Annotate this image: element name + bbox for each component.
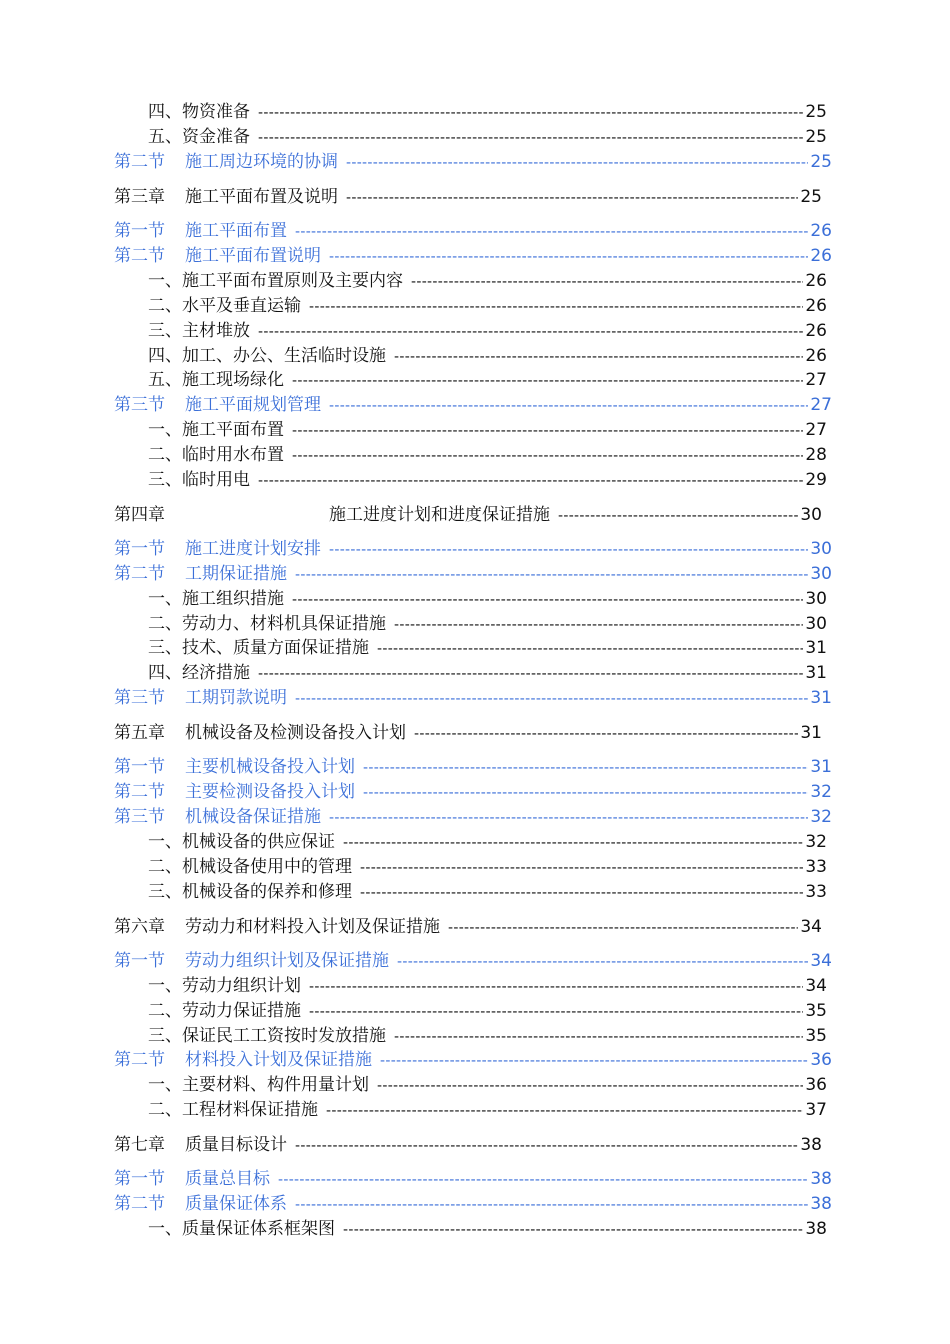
- toc-entry-label: 第三节: [114, 688, 165, 708]
- toc-entry: [148, 856, 827, 879]
- toc-entry-label: 一、施工组织措施: [148, 589, 284, 609]
- dot-leader: [292, 589, 803, 611]
- toc-entry-label: 四、物资准备: [148, 102, 250, 122]
- toc-entry: [148, 444, 827, 467]
- toc-entry-label: 三、临时用电: [148, 470, 250, 490]
- dot-leader: [363, 782, 808, 804]
- toc-entry[interactable]: [114, 563, 832, 586]
- toc-entry-label: 二、工程材料保证措施: [148, 1100, 318, 1120]
- toc-entry[interactable]: [114, 1168, 832, 1191]
- dot-leader: [295, 688, 808, 710]
- toc-entry[interactable]: [114, 687, 832, 710]
- dot-leader: [346, 152, 808, 174]
- toc-entry: [148, 637, 827, 660]
- toc-entry-title: 施工平面布置及说明: [185, 187, 338, 207]
- dot-leader: [258, 127, 803, 149]
- toc-entry-title: 施工进度计划安排: [185, 539, 321, 559]
- toc-entry-title: 劳动力组织计划及保证措施: [185, 951, 389, 971]
- dot-leader: [448, 917, 798, 939]
- toc-entry-page: 30: [810, 564, 832, 584]
- toc-entry-page: 30: [805, 614, 827, 634]
- toc-entry-label: 二、劳动力保证措施: [148, 1001, 301, 1021]
- toc-entry: [148, 1218, 827, 1241]
- toc-entry-page: 26: [810, 221, 832, 241]
- toc-entry-label: 第七章: [114, 1135, 165, 1155]
- toc-entry[interactable]: [114, 1049, 832, 1072]
- toc-entry-page: 38: [800, 1135, 822, 1155]
- toc-entry[interactable]: [114, 806, 832, 829]
- toc-entry-page: 25: [805, 127, 827, 147]
- toc-entry: [148, 1025, 827, 1048]
- toc-entry-title: 劳动力和材料投入计划及保证措施: [185, 917, 440, 937]
- toc-entry: [114, 916, 822, 939]
- toc-entry-page: 35: [805, 1026, 827, 1046]
- dot-leader: [394, 614, 803, 636]
- toc-entry-page: 33: [805, 857, 827, 877]
- toc-entry: [148, 588, 827, 611]
- toc-entry: [148, 270, 827, 293]
- toc-entry-page: 30: [800, 505, 822, 525]
- dot-leader: [360, 882, 803, 904]
- toc-entry-label: 第二节: [114, 152, 165, 172]
- toc-entry-label: 第二节: [114, 564, 165, 584]
- toc-entry-page: 27: [810, 395, 832, 415]
- toc-entry-label: 第三章: [114, 187, 165, 207]
- toc-entry-title: 施工平面规划管理: [185, 395, 321, 415]
- toc-entry: [148, 831, 827, 854]
- toc-entry[interactable]: [114, 220, 832, 243]
- toc-entry-label: 第一节: [114, 1169, 165, 1189]
- toc-entry[interactable]: [114, 1193, 832, 1216]
- dot-leader: [343, 1219, 803, 1241]
- toc-entry-label: 第三节: [114, 807, 165, 827]
- toc-entry-page: 34: [810, 951, 832, 971]
- toc-entry-page: 34: [805, 976, 827, 996]
- toc-entry: [148, 1099, 827, 1122]
- toc-entry-label: 一、劳动力组织计划: [148, 976, 301, 996]
- toc-entry-page: 25: [800, 187, 822, 207]
- toc-entry-title: 施工平面布置: [185, 221, 287, 241]
- dot-leader: [394, 346, 803, 368]
- dot-leader: [329, 246, 808, 268]
- dot-leader: [258, 102, 803, 124]
- toc-entry-title: 施工周边环境的协调: [185, 152, 338, 172]
- dot-leader: [363, 757, 808, 779]
- dot-leader: [295, 221, 808, 243]
- dot-leader: [394, 1026, 803, 1048]
- toc-entry-label: 第一节: [114, 757, 165, 777]
- toc-entry-label: 三、机械设备的保养和修理: [148, 882, 352, 902]
- toc-entry-label: 二、水平及垂直运输: [148, 296, 301, 316]
- toc-entry: [148, 345, 827, 368]
- toc-entry: [148, 662, 827, 685]
- toc-entry: [148, 126, 827, 149]
- toc-entry-page: 26: [805, 346, 827, 366]
- dot-leader: [414, 723, 798, 745]
- toc-entry[interactable]: [114, 151, 832, 174]
- toc-entry-label: 二、劳动力、材料机具保证措施: [148, 614, 386, 634]
- toc-entry[interactable]: [114, 781, 832, 804]
- toc-entry-title: 主要检测设备投入计划: [185, 782, 355, 802]
- toc-entry-title: 机械设备及检测设备投入计划: [185, 723, 406, 743]
- dot-leader: [258, 321, 803, 343]
- toc-entry: [114, 722, 822, 745]
- toc-entry-page: 36: [810, 1050, 832, 1070]
- toc-entry-label: 二、机械设备使用中的管理: [148, 857, 352, 877]
- toc-entry-label: 第一节: [114, 539, 165, 559]
- dot-leader: [295, 564, 808, 586]
- dot-leader: [258, 663, 803, 685]
- toc-entry-label: 一、施工平面布置原则及主要内容: [148, 271, 403, 291]
- toc-entry-label: 一、机械设备的供应保证: [148, 832, 335, 852]
- dot-leader: [309, 976, 803, 998]
- toc-entry: [114, 1134, 822, 1157]
- toc-entry[interactable]: [114, 756, 832, 779]
- toc-entry-title: 工期保证措施: [185, 564, 287, 584]
- toc-entry-title: 施工进度计划和进度保证措施: [329, 505, 550, 525]
- toc-entry[interactable]: [114, 538, 832, 561]
- toc-entry-title: 质量目标设计: [185, 1135, 287, 1155]
- toc-entry: [148, 469, 827, 492]
- dot-leader: [292, 445, 803, 467]
- toc-entry-page: 31: [800, 723, 822, 743]
- toc-entry-label: 三、技术、质量方面保证措施: [148, 638, 369, 658]
- toc-entry: [148, 881, 827, 904]
- toc-entry-label: 一、施工平面布置: [148, 420, 284, 440]
- toc-entry-page: 32: [805, 832, 827, 852]
- toc-entry-page: 29: [805, 470, 827, 490]
- toc-entry-page: 32: [810, 807, 832, 827]
- toc-entry[interactable]: [114, 245, 832, 268]
- dot-leader: [558, 505, 798, 527]
- toc-entry-label: 四、经济措施: [148, 663, 250, 683]
- toc-entry[interactable]: [114, 950, 832, 973]
- toc-entry-page: 26: [810, 246, 832, 266]
- dot-leader: [346, 187, 798, 209]
- dot-leader: [309, 296, 803, 318]
- toc-entry-page: 25: [810, 152, 832, 172]
- dot-leader: [360, 857, 803, 879]
- toc-entry-page: 26: [805, 321, 827, 341]
- toc-entry: [148, 295, 827, 318]
- dot-leader: [326, 1100, 803, 1122]
- toc-entry-page: 31: [805, 663, 827, 683]
- toc-entry-label: 第四章: [114, 505, 165, 525]
- dot-leader: [411, 271, 803, 293]
- toc-entry: [148, 613, 827, 636]
- toc-entry-label: 第一节: [114, 951, 165, 971]
- toc-entry-page: 31: [810, 688, 832, 708]
- dot-leader: [377, 638, 803, 660]
- toc-entry-label: 四、加工、办公、生活临时设施: [148, 346, 386, 366]
- toc-entry-page: 31: [810, 757, 832, 777]
- toc-entry-label: 一、主要材料、构件用量计划: [148, 1075, 369, 1095]
- toc-entry-title: 机械设备保证措施: [185, 807, 321, 827]
- toc-entry-label: 第二节: [114, 246, 165, 266]
- dot-leader: [258, 470, 803, 492]
- toc-entry-title: 质量总目标: [185, 1169, 270, 1189]
- toc-entry-page: 32: [810, 782, 832, 802]
- toc-entry-title: 主要机械设备投入计划: [185, 757, 355, 777]
- toc-entry-label: 第五章: [114, 723, 165, 743]
- toc-entry-page: 31: [805, 638, 827, 658]
- toc-entry-page: 30: [810, 539, 832, 559]
- toc-entry-page: 34: [800, 917, 822, 937]
- dot-leader: [377, 1075, 803, 1097]
- toc-entry-page: 38: [810, 1169, 832, 1189]
- dot-leader: [278, 1169, 808, 1191]
- toc-entry-label: 五、施工现场绿化: [148, 370, 284, 390]
- toc-entry-page: 27: [805, 370, 827, 390]
- toc-entry-page: 38: [810, 1194, 832, 1214]
- toc-entry-label: 第三节: [114, 395, 165, 415]
- toc-entry-title: 材料投入计划及保证措施: [185, 1050, 372, 1070]
- toc-entry: [148, 101, 827, 124]
- dot-leader: [309, 1001, 803, 1023]
- toc-entry-page: 26: [805, 271, 827, 291]
- dot-leader: [329, 539, 808, 561]
- toc-entry-page: 28: [805, 445, 827, 465]
- toc-entry: [148, 369, 827, 392]
- toc-entry-label: 五、资金准备: [148, 127, 250, 147]
- toc-entry-page: 27: [805, 420, 827, 440]
- toc-entry-title: 工期罚款说明: [185, 688, 287, 708]
- toc-entry: [148, 320, 827, 343]
- toc-entry-label: 第二节: [114, 1050, 165, 1070]
- dot-leader: [292, 420, 803, 442]
- toc-entry-page: 33: [805, 882, 827, 902]
- dot-leader: [295, 1135, 798, 1157]
- toc-entry-label: 第二节: [114, 1194, 165, 1214]
- toc-entry-page: 30: [805, 589, 827, 609]
- toc-entry-label: 三、保证民工工资按时发放措施: [148, 1026, 386, 1046]
- toc-entry-label: 第一节: [114, 221, 165, 241]
- toc-entry-title: 施工平面布置说明: [185, 246, 321, 266]
- toc-entry-label: 一、质量保证体系框架图: [148, 1219, 335, 1239]
- toc-entry-label: 第二节: [114, 782, 165, 802]
- toc-entry: [148, 1000, 827, 1023]
- dot-leader: [397, 951, 808, 973]
- toc-entry-page: 37: [805, 1100, 827, 1120]
- toc-entry: [148, 419, 827, 442]
- dot-leader: [329, 807, 808, 829]
- toc-entry-page: 35: [805, 1001, 827, 1021]
- toc-entry-page: 26: [805, 296, 827, 316]
- dot-leader: [292, 370, 803, 392]
- dot-leader: [343, 832, 803, 854]
- toc-entry: [114, 504, 822, 527]
- toc-entry-page: 36: [805, 1075, 827, 1095]
- dot-leader: [329, 395, 808, 417]
- toc-entry[interactable]: [114, 394, 832, 417]
- toc-entry-label: 第六章: [114, 917, 165, 937]
- toc-entry-label: 二、临时用水布置: [148, 445, 284, 465]
- toc-entry-label: 三、主材堆放: [148, 321, 250, 341]
- toc-entry: [114, 186, 822, 209]
- dot-leader: [380, 1050, 808, 1072]
- dot-leader: [295, 1194, 808, 1216]
- toc-entry-page: 25: [805, 102, 827, 122]
- toc-entry-title: 质量保证体系: [185, 1194, 287, 1214]
- toc-entry: [148, 1074, 827, 1097]
- toc-entry: [148, 975, 827, 998]
- toc-entry-page: 38: [805, 1219, 827, 1239]
